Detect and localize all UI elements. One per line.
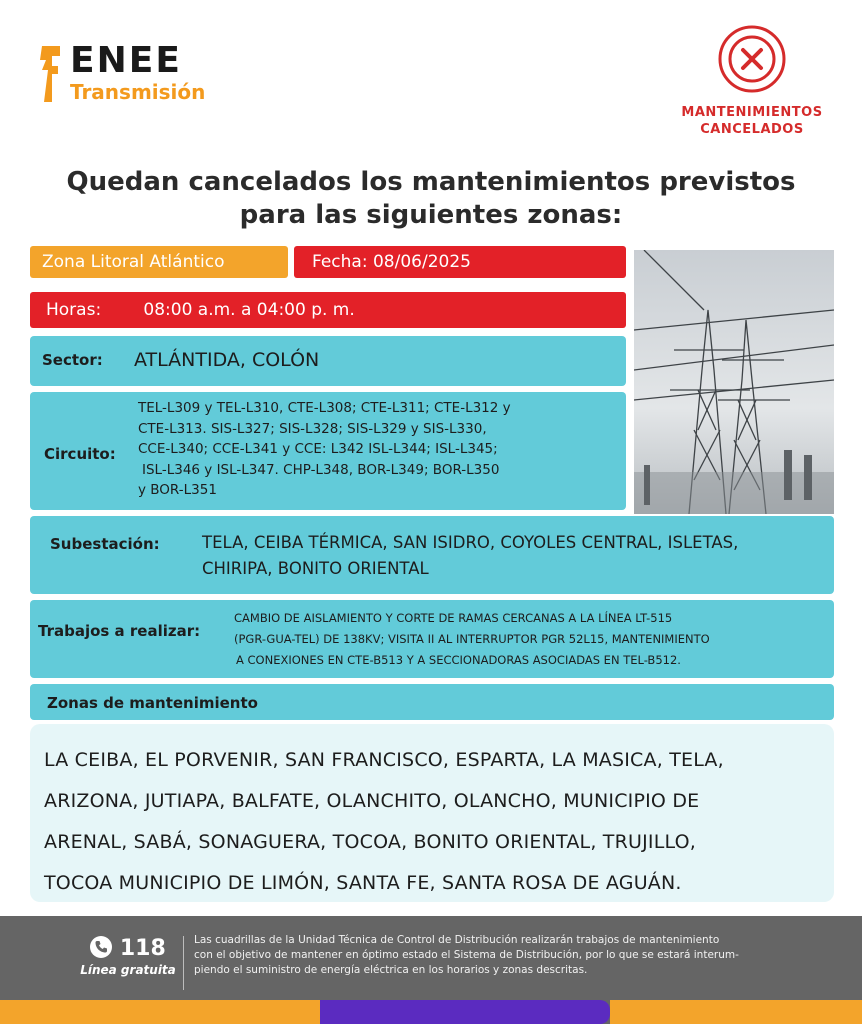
badge-line-2: CANCELADOS — [700, 122, 804, 137]
brand-name: ENEE — [70, 40, 182, 81]
footer-divider — [183, 936, 184, 990]
transmission-tower-photo — [634, 250, 834, 514]
transmission-tower-image — [634, 250, 834, 514]
phone-number-row — [78, 936, 178, 961]
trabajos-box — [30, 600, 834, 678]
zonas-label: Zonas de mantenimiento — [47, 694, 258, 712]
horas-label: Horas: — [46, 300, 102, 320]
phone-icon — [90, 936, 112, 958]
zonas-list — [44, 740, 824, 904]
subestacion-value — [202, 530, 828, 582]
circuito-value — [138, 398, 618, 501]
footer-bar-orange-left — [0, 1000, 320, 1024]
zonas-line: ARENAL, SABÁ, SONAGUERA, TOCOA, BONITO ORIENTAL, TRUJILLO, — [44, 831, 697, 853]
subestacion-line: TELA, CEIBA TÉRMICA, SAN ISIDRO, COYOLES CENTRAL, ISLETAS, — [202, 533, 739, 552]
circuito-line: CCE-L340; CCE-L341 y CCE: L342 ISL-L344; ISL-L345; — [138, 441, 498, 457]
zonas-line: LA CEIBA, EL PORVENIR, SAN FRANCISCO, ESPARTA, LA MASICA, TELA, — [44, 749, 724, 771]
footer-line: con el objetivo de mantener en óptimo estado el Sistema de Distribución, por lo que se estará interum- — [194, 949, 739, 961]
badge-line-1: MANTENIMIENTOS — [681, 105, 823, 120]
sector-label: Sector: — [42, 351, 103, 369]
sector-box — [30, 336, 626, 386]
enee-logo-mark-icon — [38, 46, 62, 102]
footer-notice — [194, 933, 804, 978]
subestacion-line: CHIRIPA, BONITO ORIENTAL — [202, 559, 429, 578]
circuito-label: Circuito: — [44, 445, 116, 463]
headline-line-2: para las siguientes zonas: — [239, 200, 623, 230]
trabajos-line: A CONEXIONES EN CTE-B513 Y A SECCIONADORAS ASOCIADAS EN TEL-B512. — [236, 653, 681, 667]
trabajos-line: (PGR-GUA-TEL) DE 138KV; VISITA II AL INTERRUPTOR PGR 52L15, MANTENIMIENTO — [234, 632, 710, 646]
brand-subtitle: Transmisión — [70, 80, 206, 104]
zonas-line: TOCOA MUNICIPIO DE LIMÓN, SANTA FE, SANTA ROSA DE AGUÁN. — [44, 872, 682, 894]
phone-label: Línea gratuita — [80, 963, 176, 977]
subestacion-box — [30, 516, 834, 594]
circuito-line: y BOR-L351 — [138, 482, 217, 498]
cancel-x-circle-icon — [717, 24, 787, 94]
circuito-line: CTE-L313. SIS-L327; SIS-L328; SIS-L329 y SIS-L330, — [138, 420, 487, 437]
cancelled-badge — [672, 24, 832, 144]
footer-bar-orange-right — [610, 1000, 862, 1024]
phone-number: 118 — [119, 936, 166, 961]
zonas-line: ARIZONA, JUTIAPA, BALFATE, OLANCHITO, OLANCHO, MUNICIPIO DE — [44, 790, 700, 812]
zonas-header-box — [30, 684, 834, 720]
horas-pill — [30, 292, 626, 328]
enee-logo — [38, 40, 238, 108]
circuito-box — [30, 392, 626, 510]
badge-text — [672, 104, 832, 138]
trabajos-value — [234, 608, 830, 671]
phone-block — [78, 936, 178, 977]
fecha-pill: Fecha: 08/06/2025 — [294, 246, 626, 278]
horas-value: 08:00 a.m. a 04:00 p. m. — [143, 300, 355, 320]
circuito-line: ISL-L346 y ISL-L347. CHP-L348, BOR-L349; BOR-L350 — [142, 461, 500, 478]
footer-bar-purple — [320, 1000, 610, 1024]
sector-value: ATLÁNTIDA, COLÓN — [134, 349, 320, 371]
trabajos-line: CAMBIO DE AISLAMIENTO Y CORTE DE RAMAS CERCANAS A LA LÍNEA LT-515 — [234, 611, 673, 625]
headline-line-1: Quedan cancelados los mantenimientos previstos — [66, 167, 796, 197]
headline — [20, 166, 842, 232]
zonas-list-box — [30, 724, 834, 902]
trabajos-label: Trabajos a realizar: — [38, 622, 201, 640]
footer-line: piendo el suministro de energía eléctrica en los horarios y zonas descritas. — [194, 964, 588, 976]
circuito-line: TEL-L309 y TEL-L310, CTE-L308; CTE-L311; CTE-L312 y — [138, 400, 511, 416]
subestacion-label: Subestación: — [50, 535, 160, 553]
footer-line: Las cuadrillas de la Unidad Técnica de Control de Distribución realizarán trabajos de mantenimiento — [194, 934, 720, 946]
zona-pill: Zona Litoral Atlántico — [30, 246, 288, 278]
